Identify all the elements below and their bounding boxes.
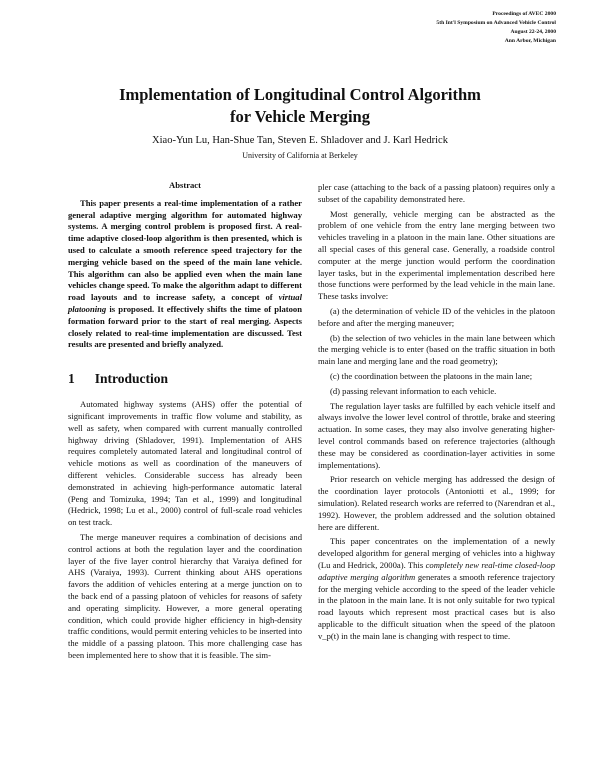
conference-name: Proceedings of AVEC 2000 — [492, 11, 556, 17]
affiliation: University of California at Berkeley — [242, 151, 358, 160]
right-paragraph-3: Prior research on vehicle merging has addressed the design of the coordination layer protocols (Antoniotti et al., 1999; for simulation). Related research works are referred to (Narendran et al., 1992). However, the problem addressed and the solution obtained here are different. — [318, 474, 555, 532]
task-item-d: (d) passing relevant information to each vehicle. — [330, 385, 497, 396]
right-column — [318, 182, 555, 645]
intro-paragraph-1: Automated highway systems (AHS) offer the potential of significant improvements in traffic flow volume and stability, as well as safety, when compared with current manually controlled highway driving (Shladover, 1991). Implementation of AHS requires completely automated lateral and longitudinal control of vehicle motions as well as coordination of the maneuvers of different vehicles. Considerable success has already been demonstrated in achieving high-performance automatic lateral (Peng and Tomizuka, 1994; Tan et al., 1999) and longitudinal (Hedrick, 1998; Lu et al., 2000) control of full-scale road vehicles on test track. — [68, 399, 302, 528]
right-paragraph-4-emphasis: completely new real-time closed-loop adaptive merging algorithm — [318, 559, 555, 582]
abstract-text — [68, 198, 302, 351]
task-item-b: (b) the selection of two vehicles in the main lane between which the merging vehicle is to enter (based on the traffic situation in both main lane and merging lane and the road geometry); — [318, 332, 555, 367]
abstract-emphasis: virtual platooning — [68, 292, 302, 314]
right-paragraph-2: The regulation layer tasks are fulfilled by each vehicle itself and always involve the lower level control of throttle, brake and steering actuation. In some cases, they may also involve generating higher-level control commands based on reference trajectories (although these may be considered as coordination-layer activities in some implementations). — [318, 400, 555, 470]
author-list: Xiao-Yun Lu, Han-Shue Tan, Steven E. Shladover and J. Karl Hedrick — [152, 135, 448, 146]
conference-header — [436, 10, 556, 46]
right-paragraph-1: Most generally, vehicle merging can be abstracted as the problem of one vehicle from the entry lane merging between two vehicles traveling in a platoon in the main lane. Other situations are all special cases of this general case. Generally, a roadside control computer at the merge junction would perform the coordination layer tasks, but in the experimental implementation described here those functions were performed by the lead vehicle in the main lane. These tasks involve: — [318, 208, 555, 302]
left-column — [68, 180, 302, 665]
abstract-text-part-1: This paper presents a real-time implementation of a rather general adaptive merging algorithm for automated highway systems. A merging control problem is proposed first. A real-time adaptive closed-loop algorithm is then presented, which is used to calculate a smooth reference speed trajectory for the merging vehicle based on the speed of the main lane vehicle. This algorithm can also be applied even when the main lane vehicles change speed. To make the algorithm adapt to different road layouts and to increase safety, a concept of — [68, 197, 302, 303]
section-number: 1 — [68, 371, 75, 387]
right-paragraph-4 — [318, 536, 555, 642]
title-line-2: for Vehicle Merging — [230, 107, 370, 126]
abstract-text-part-2: is proposed. It effectively shifts the time of platoon formation forward prior to the start of real merging. Aspects closely related to real-time implementation are discussed. Test results are presented and briefly analyzed. — [68, 303, 302, 350]
section-title: Introduction — [94, 371, 169, 387]
symposium-name: 5th Int'l Symposium on Advanced Vehicle Control — [436, 20, 556, 26]
right-paragraph-0: pler case (attaching to the back of a passing platoon) requires only a subset of the capability demonstrated here. — [318, 182, 555, 204]
abstract-heading: Abstract — [169, 180, 201, 190]
conference-dates: August 22-24, 2000 — [510, 29, 556, 35]
task-item-c: (c) the coordination between the platoons in the main lane; — [330, 370, 533, 381]
paper-title — [40, 84, 560, 128]
title-line-1: Implementation of Longitudinal Control Algorithm — [119, 85, 481, 104]
task-item-a: (a) the determination of vehicle ID of the vehicles in the platoon before and after the merging maneuver; — [318, 305, 555, 328]
intro-paragraph-2: The merge maneuver requires a combination of decisions and control actions at both the regulation layer and the coordination layer of the five layer control hierarchy that Varaiya defined for AHS (Varaiya, 1993). Current thinking about AHS operations favors the addition of vehicles entering at a merge junction on to the back end of a passing platoon of vehicles for reasons of safety and operating simplicity. However, a more general operating condition, which could provide higher efficiency in high-density traffic conditions, would permit entering vehicles to be inserted into the middle of a passing platoon. This more challenging case has been implemented here to show that it is feasible. The sim- — [68, 531, 302, 660]
conference-location: Ann Arbor, Michigan — [504, 38, 556, 44]
right-paragraph-4-part-2: generates a smooth reference trajectory for the merging vehicle according to the speed of the leader vehicle in the platoon in the main lane. It is not only suitable for two typical road layouts which represent most practical cases but is also applicable to the difficult situation when the speed of the platoon v_p(t) in the main lane is changing with respect to time. — [318, 571, 555, 641]
section-heading — [68, 371, 302, 387]
right-paragraph-4-part-1: This paper concentrates on the implementation of a newly developed algorithm for general merging of vehicles into a highway (Lu and Hedrick, 2000a). This — [318, 536, 555, 570]
